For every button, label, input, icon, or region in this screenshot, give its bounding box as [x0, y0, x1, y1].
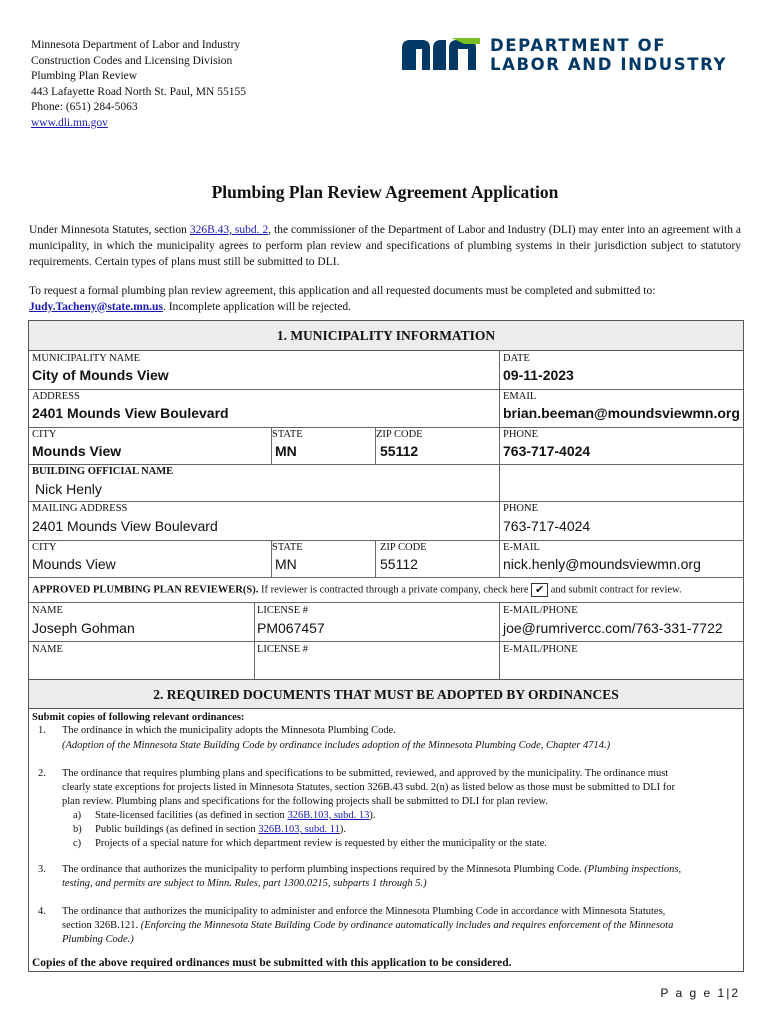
item-1-number: 1. — [38, 725, 46, 736]
section2-heading: 2. REQUIRED DOCUMENTS THAT MUST BE ADOPTED BY ORDINANCES — [29, 679, 743, 709]
logo-line-2: LABOR AND INDUSTRY — [490, 55, 728, 74]
mailing-address-field[interactable]: 2401 Mounds View Boulevard — [32, 518, 218, 534]
instructions-paragraph — [29, 284, 741, 315]
sub-b-letter: b) — [73, 824, 82, 835]
zip-label: ZIP CODE — [376, 429, 423, 440]
sub-b — [95, 823, 346, 837]
website-link[interactable]: www.dli.mn.gov — [31, 116, 108, 129]
state-field[interactable]: MN — [275, 443, 297, 459]
agency-line: Plumbing Plan Review — [31, 70, 138, 83]
sub-a-letter: a) — [73, 810, 82, 821]
phone2-field[interactable]: 763-717-4024 — [503, 518, 591, 534]
submit-email-link[interactable]: Judy.Tacheny@state.mn.us — [29, 300, 163, 313]
page-total: 2 — [731, 986, 740, 1000]
application-form — [28, 320, 744, 972]
zip2-label: ZIP CODE — [380, 542, 427, 553]
reviewer-note: If reviewer is contracted through a private company, check here — [258, 584, 532, 596]
item-1-text: The ordinance in which the municipality adopts the Minnesota Plumbing Code. — [62, 725, 396, 736]
sub-a — [95, 809, 376, 823]
sub-a-statute-link[interactable]: 326B.103, subd. 13 — [287, 810, 370, 821]
reviewer-name-label: NAME — [32, 605, 63, 616]
date-field[interactable]: 09-11-2023 — [503, 367, 574, 383]
item-3-line-1 — [62, 863, 681, 877]
page-label: P a g e — [660, 986, 713, 1000]
section1-heading: 1. MUNICIPALITY INFORMATION — [29, 321, 743, 351]
agency-line: Minnesota Department of Labor and Industry — [31, 39, 241, 51]
sub-b-text: Public buildings (as defined in section — [95, 824, 259, 835]
city-label: CITY — [32, 429, 57, 440]
sub-a-text: State-licensed facilities (as defined in section — [95, 810, 288, 821]
mailing-address-label: MAILING ADDRESS — [32, 503, 128, 514]
zip2-field[interactable]: 55112 — [380, 556, 418, 572]
reviewer-license-label: LICENSE # — [257, 605, 309, 616]
sub-a-end: ). — [369, 810, 376, 821]
state2-label: STATE — [272, 542, 303, 553]
reviewer-email-field[interactable]: joe@rumrivercc.com/763-331-7722 — [503, 620, 723, 636]
reviewer-email-label: E-MAIL/PHONE — [503, 605, 578, 616]
logo-line-1: DEPARTMENT OF — [490, 36, 667, 55]
reviewer-heading: APPROVED PLUMBING PLAN REVIEWER(S). — [32, 584, 259, 596]
intro-text-2: , the commissioner of the Department of Labor and Industry (DLI) may enter into an agreement with a municipality, in which the municipality agrees to perform plan review and specifications of plumbing systems in their jurisdiction subject to statutory requirements. Certain types of plans must still be submitted to DLI. — [29, 224, 741, 268]
phone-label: PHONE — [503, 429, 539, 440]
municipality-name-field[interactable]: City of Mounds View — [32, 367, 169, 383]
sub-b-end: ). — [339, 824, 347, 835]
item-4-statute: section 326B.121. — [62, 920, 139, 931]
ordinance-intro: Submit copies of following relevant ordinances: — [32, 712, 245, 723]
city-field[interactable]: Mounds View — [32, 443, 122, 459]
email2-label: E-MAIL — [503, 542, 540, 553]
mn-logo-icon — [402, 38, 480, 70]
private-company-checkbox[interactable]: ✔ — [531, 583, 548, 597]
statute-link[interactable]: 326B.43, subd. 2 — [189, 224, 269, 236]
reviewer2-license-label: LICENSE # — [257, 644, 309, 655]
building-official-label: BUILDING OFFICIAL NAME — [32, 466, 174, 477]
city2-label: CITY — [32, 542, 57, 553]
item-4-line-3: Plumbing Code.) — [62, 934, 134, 945]
item-3-number: 3. — [38, 864, 46, 875]
reviewer2-name-label: NAME — [32, 644, 63, 655]
page-number: P a g e 1|2 — [660, 986, 740, 1000]
zip-field[interactable]: 55112 — [380, 443, 419, 459]
item-4-line-1: The ordinance that authorizes the municipality to administer and enforce the Minnesota Plumbing Code in accordance with Minnesota Statutes, — [62, 906, 666, 917]
agency-line: 443 Lafayette Road North St. Paul, MN 55155 — [31, 85, 246, 98]
sub-b-statute-link[interactable]: 326B.103, subd. 11 — [258, 824, 340, 835]
phone2-label: PHONE — [503, 503, 539, 514]
phone-field[interactable]: 763-717-4024 — [503, 443, 591, 459]
municipality-name-label: MUNICIPALITY NAME — [32, 353, 141, 364]
closing-statement: Copies of the above required ordinances must be submitted with this application to be considered. — [32, 957, 512, 969]
address-field[interactable]: 2401 Mounds View Boulevard — [32, 405, 229, 421]
agency-line: Construction Codes and Licensing Division — [31, 54, 233, 67]
agency-phone: Phone: (651) 284-5063 — [31, 101, 138, 114]
page-current: 1 — [717, 986, 727, 1000]
item-2-line-2: clearly state exceptions for projects listed in Minnesota Statutes, section 326B.43 subd. 2(n) as listed below as those must be submitted to DLI for — [62, 782, 675, 793]
state-label: STATE — [272, 429, 303, 440]
reviewer-name-field[interactable]: Joseph Gohman — [32, 620, 135, 636]
item-3-line-2: testing, and permits are subject to Minn. Rules, part 1300.0215, subparts 1 through 5.) — [62, 878, 427, 889]
reviewer-note-after: and submit contract for review. — [548, 584, 682, 596]
item-3-note: (Plumbing inspections, — [581, 864, 682, 875]
item-4-number: 4. — [38, 906, 46, 917]
instructions-text: To request a formal plumbing plan review agreement, this application and all requested documents must be completed and submitted to: — [29, 285, 656, 297]
dli-logo — [402, 36, 732, 76]
city2-field[interactable]: Mounds View — [32, 556, 116, 572]
instructions-text-2: . Incomplete application will be rejected. — [162, 300, 352, 313]
reviewer-license-field[interactable]: PM067457 — [257, 620, 325, 636]
item-4-line-2 — [62, 919, 673, 933]
agency-address — [31, 38, 246, 132]
sub-c-text: Projects of a special nature for which department review is requested by either the municipality or the state. — [95, 838, 547, 849]
logo-wordmark — [490, 36, 727, 74]
reviewer-heading-row — [32, 583, 682, 597]
sub-c-letter: c) — [73, 838, 82, 849]
reviewer2-email-label: E-MAIL/PHONE — [503, 644, 578, 655]
state2-field[interactable]: MN — [275, 556, 297, 572]
item-4-note: (Enforcing the Minnesota State Building Code by ordinance automatically includes and requires enforcement of the Minnesota — [138, 920, 674, 931]
building-official-field[interactable]: Nick Henly — [35, 481, 102, 497]
item-1-note: (Adoption of the Minnesota State Building Code by ordinance includes adoption of the Minnesota Plumbing Code, Chapter 4714.) — [62, 740, 611, 751]
intro-paragraph — [29, 222, 741, 270]
address-label: ADDRESS — [32, 391, 80, 402]
email-field[interactable]: brian.beeman@moundsviewmn.org — [503, 405, 740, 421]
item-2-number: 2. — [38, 768, 46, 779]
email-label: EMAIL — [503, 391, 537, 402]
intro-text: Under Minnesota Statutes, section — [29, 224, 190, 236]
item-3-text: The ordinance that authorizes the municipality to perform plumbing inspections required by the Minnesota Plumbing Code. — [62, 864, 582, 875]
email2-field[interactable]: nick.henly@moundsviewmn.org — [503, 556, 701, 572]
item-2-line-3: plan review. Plumbing plans and specifications for the following projects shall be submitted to DLI for plan review. — [62, 796, 548, 807]
date-label: DATE — [503, 353, 530, 364]
page-title: Plumbing Plan Review Agreement Application — [211, 182, 559, 202]
item-2-line-1: The ordinance that requires plumbing plans and specifications to be submitted, reviewed, and approved by the municipality. The ordinance must — [62, 768, 669, 779]
